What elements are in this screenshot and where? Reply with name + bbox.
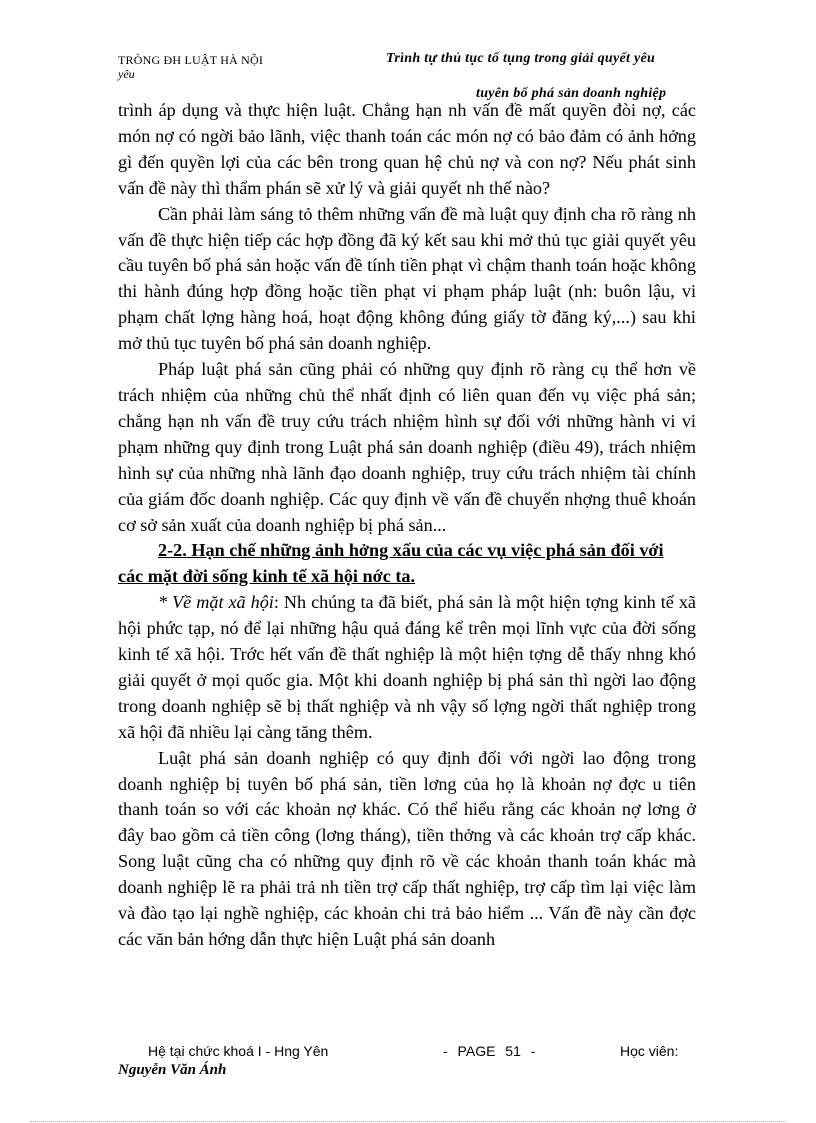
section-heading: 2-2. Hạn chế những ảnh hởng xấu của các vụ việc phá sản đối với [158, 540, 664, 561]
header-title-continuation: tuyên bố phá sản doanh nghiệp [476, 86, 667, 101]
footer-student-name: Nguyễn Văn Ánh [118, 1062, 227, 1078]
paragraph-5: Luật phá sản doanh nghiệp có quy định đối với ngời lao động trong doanh nghiệp bị tuyên bố phá sản, tiền lơng của họ là khoản nợ đợc u tiên thanh toán so với các khoản nợ khác. Có thể hiểu rằng các khoản nợ lơng ở đây bao gồm cả tiền công (lơng tháng), tiền thởng và các khoản trợ cấp khác. Song luật cũng cha có những quy định rõ về các khoản thanh toán khác mà doanh nghiệp lẽ ra phải trả nh tiền trợ cấp thất nghiệp, trợ cấp tìm lại việc làm và đào tạo lại nghề nghiệp, các khoản chi trả bảo hiểm ... Vấn đề này cần đợc các văn bản hớng dẫn thực hiện Luật phá sản doanh [118, 747, 696, 949]
section-heading-continuation: các mặt đời sống kinh tế xã hội nớc ta. [118, 566, 416, 587]
paragraph-4-text: : Nh chúng ta đã biết, phá sản là một hiện tợng kinh tế xã hội phức tạp, nó để lại những hậu quả đáng kể trên mọi lĩnh vực của đời sống kinh tế xã hội. Trớc hết vấn đề thất nghiệp là một hiện tợng dễ thấy nhng khó giải quyết ở mọi quốc gia. Một khi doanh nghiệp bị phá sản thì ngời lao động trong doanh nghiệp sẽ bị thất nghiệp và nh vậy số lợng ngời thất nghiệp trong xã hội đã nhiều lại càng tăng thêm. [118, 592, 697, 742]
header-left-continuation: yêu [118, 67, 135, 81]
footer-page-number: - PAGE 51 - [443, 1043, 536, 1059]
paragraph-3: Pháp luật phá sản cũng phải có những quy định rõ ràng cụ thể hơn về trách nhiệm của những chủ thể nhất định có liên quan đến vụ việc phá sản; chẳng hạn nh vấn đề truy cứu trách nhiệm hình sự đối với những hành vi vi phạm những quy định trong Luật phá sản doanh nghiệp (điều 49), trách nhiệm hình sự của những nhà lãnh đạo doanh nghiệp, truy cứu trách nhiệm tài chính của giám đốc doanh nghiệp. Các quy định về vấn đề chuyển nhợng thuê khoán cơ sở sản xuất của doanh nghiệp bị phá sản... [118, 359, 696, 535]
page-bottom-rule [30, 1121, 786, 1122]
paragraph-4-label: * Về mặt xã hội [158, 592, 274, 613]
document-body [118, 98, 696, 953]
paragraph-2: Cần phải làm sáng tỏ thêm những vấn đề mà luật quy định cha rõ ràng nh vấn đề thực hiện tiếp các hợp đồng đã ký kết sau khi mở thủ tục giải quyết yêu cầu tuyên bố phá sản hoặc vấn đề tính tiền phạt vì chậm thanh toán hoặc không thi hành đúng hợp đồng hoặc tiền phạt vi phạm pháp luật (nh: buôn lậu, vi phạm chất lợng hàng hoá, hoạt động không đúng giấy tờ đăng ký,...) sau khi mở thủ tục tuyên bố phá sản doanh nghiệp. [118, 203, 696, 354]
footer-program: Hệ tại chức khoá I - Hng Yên [148, 1043, 329, 1059]
paragraph-4 [118, 590, 696, 745]
header-title: Trình tự thủ tục tố tụng trong giải quyết yêu [386, 51, 656, 66]
footer-student-label: Học viên: [620, 1043, 679, 1059]
header-school: TRÒNG ĐH LUẬT HÀ NỘI [118, 53, 264, 67]
paragraph-1: trình áp dụng và thực hiện luật. Chẳng hạn nh vấn đề mất quyền đòi nợ, các món nợ có ngời bảo lãnh, việc thanh toán các món nợ có bảo đảm có ảnh hởng gì đến quyền lợi của các bên trong quan hệ chủ nợ và con nợ? Nếu phát sinh vấn đề này thì thẩm phán sẽ xử lý và giải quyết nh thế nào? [118, 100, 696, 198]
